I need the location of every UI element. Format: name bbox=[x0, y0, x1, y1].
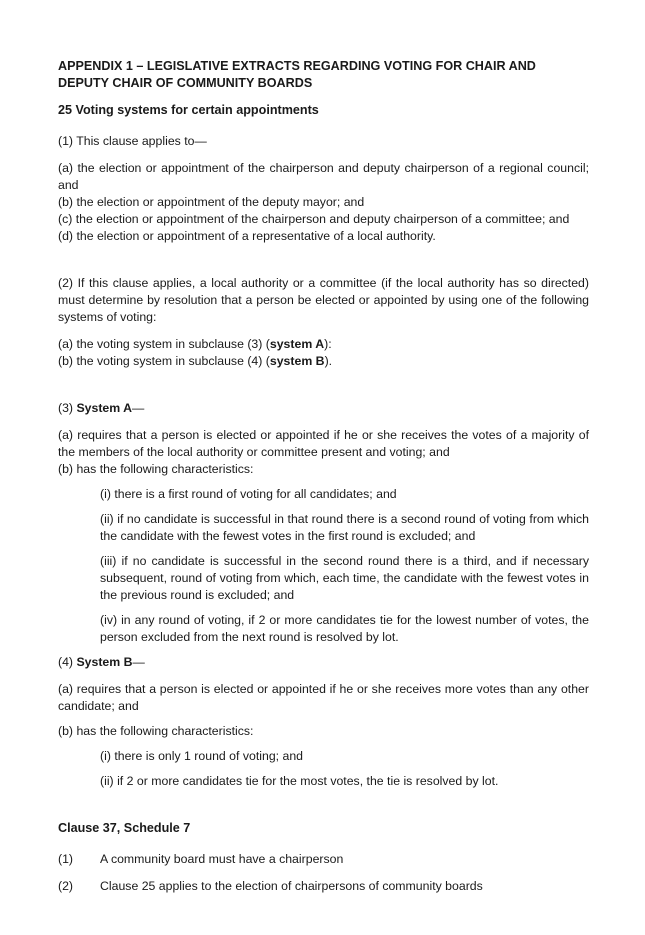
subclause-3-num: (3) bbox=[58, 401, 77, 415]
subclause-4-characteristics bbox=[100, 748, 589, 790]
subclause-4-dash: — bbox=[132, 655, 145, 669]
subclause-2-b-end: ). bbox=[324, 354, 333, 368]
subclause-4-ii: (ii) if 2 or more candidates tie for the most votes, the tie is resolved by lot. bbox=[100, 774, 499, 788]
subclause-2-b bbox=[58, 353, 589, 370]
subclause-1-intro: (1) This clause applies to— bbox=[58, 134, 207, 148]
subclause-3-a: (a) requires that a person is elected or appointed if he or she receives the votes of a majority of the members of the local authority or committee present and voting; and bbox=[58, 428, 589, 459]
appendix-title: APPENDIX 1 – LEGISLATIVE EXTRACTS REGARDING VOTING FOR CHAIR AND DEPUTY CHAIR OF COMMUNITY BOARDS bbox=[58, 59, 536, 90]
subclause-3-characteristics bbox=[100, 486, 589, 646]
subclause-4-heading bbox=[58, 654, 589, 671]
subclause-3-iv: (iv) in any round of voting, if 2 or more candidates tie for the lowest number of votes, the person excluded from the next round is resolved by lot. bbox=[100, 613, 589, 644]
subclause-3-iii: (iii) if no candidate is successful in the second round there is a third, and if necessary subsequent, round of voting from which, each time, the candidate with the fewest votes in the previous round is excluded; and bbox=[100, 554, 589, 602]
system-a-label: system A bbox=[269, 337, 325, 351]
subclause-2-b-text: (b) the voting system in subclause (4) ( bbox=[58, 354, 270, 368]
subclause-4-i: (i) there is only 1 round of voting; and bbox=[100, 749, 304, 763]
subclause-1-list bbox=[58, 160, 589, 245]
subclause-2-a-text: (a) the voting system in subclause (3) ( bbox=[58, 337, 270, 351]
section-25-heading: 25 Voting systems for certain appointments bbox=[58, 103, 319, 117]
subclause-3-system: System A bbox=[76, 401, 133, 415]
subclause-1-a: (a) the election or appointment of the chairperson and deputy chairperson of a regional council; and bbox=[58, 161, 589, 192]
subclause-2-a bbox=[58, 336, 589, 353]
clause-37-item-2-num: (2) bbox=[58, 879, 74, 893]
system-b-label: system B bbox=[269, 354, 325, 368]
clause-37-item-1-num: (1) bbox=[58, 852, 74, 866]
clause-37-item-2-text: Clause 25 applies to the election of chairpersons of community boards bbox=[100, 879, 483, 893]
clause-37-item-1 bbox=[58, 851, 589, 868]
subclause-4-system: System B bbox=[76, 655, 133, 669]
clause-37-item-2 bbox=[58, 878, 589, 895]
clause-37-item-1-text: A community board must have a chairperson bbox=[100, 852, 344, 866]
subclause-3-b: (b) has the following characteristics: bbox=[58, 462, 254, 476]
subclause-1-c: (c) the election or appointment of the chairperson and deputy chairperson of a committee; and bbox=[58, 212, 570, 226]
subclause-3-i: (i) there is a first round of voting for all candidates; and bbox=[100, 487, 397, 501]
subclause-3-dash: — bbox=[132, 401, 145, 415]
clause-37-heading: Clause 37, Schedule 7 bbox=[58, 821, 191, 835]
subclause-4-num: (4) bbox=[58, 655, 77, 669]
subclause-4-b: (b) has the following characteristics: bbox=[58, 724, 254, 738]
subclause-4-a: (a) requires that a person is elected or appointed if he or she receives more votes than any other candidate; and bbox=[58, 682, 589, 713]
subclause-1-d: (d) the election or appointment of a representative of a local authority. bbox=[58, 229, 436, 243]
subclause-1-b: (b) the election or appointment of the deputy mayor; and bbox=[58, 195, 365, 209]
subclause-2-a-end: ): bbox=[324, 337, 332, 351]
subclause-2-intro: (2) If this clause applies, a local authority or a committee (if the local authority has so directed) must determine by resolution that a person be elected or appointed by using one of the following systems of voting: bbox=[58, 276, 589, 324]
subclause-3-ii: (ii) if no candidate is successful in that round there is a second round of voting from which the candidate with the fewest votes in the first round is excluded; and bbox=[100, 512, 589, 543]
subclause-2-list bbox=[58, 336, 589, 370]
subclause-3-heading bbox=[58, 400, 589, 417]
